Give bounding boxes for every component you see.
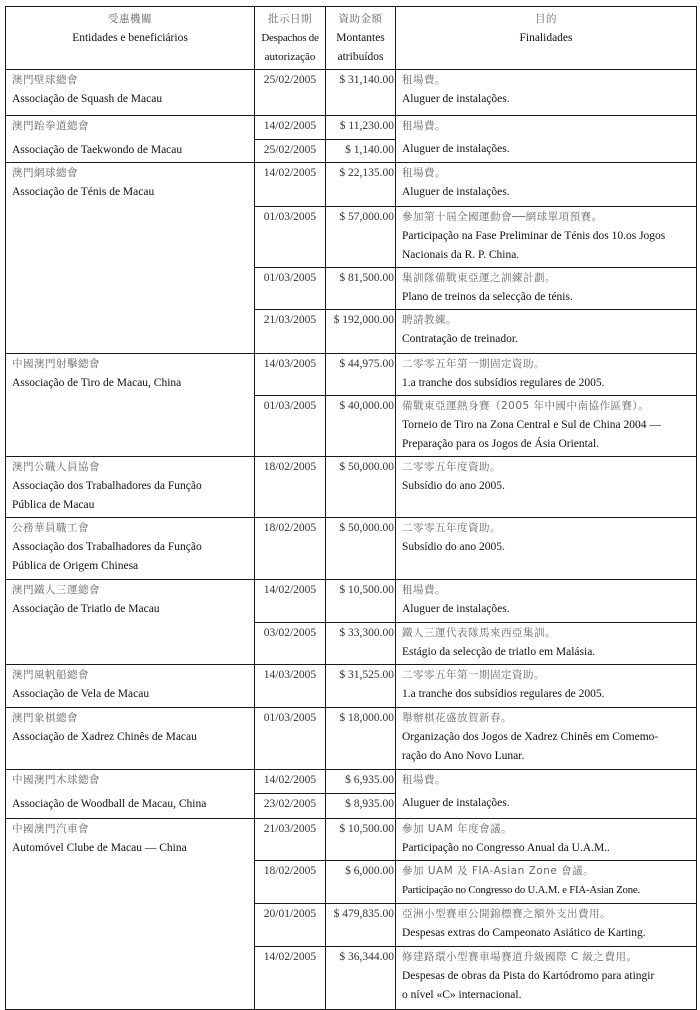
authorization-date: 20/01/2005 bbox=[255, 904, 326, 947]
header-purpose-zh: 目的 bbox=[535, 13, 557, 25]
table-row bbox=[6, 580, 697, 623]
purpose-pt: 1.a tranche dos subsídios regulares de 2005. bbox=[402, 377, 605, 389]
granted-amount: $ 36,344.00 bbox=[326, 947, 396, 1010]
granted-amount: $ 1,140.00 bbox=[326, 140, 396, 163]
entity-name-pt: Associação de Squash de Macau bbox=[12, 93, 163, 105]
purpose-pt: Aluguer de instalações. bbox=[402, 186, 510, 198]
purpose-pt: Participação no Congresso do U.A.M. e FIA-Asian Zone. bbox=[402, 884, 640, 896]
purpose-cell bbox=[396, 665, 697, 708]
granted-amount: $ 44,975.00 bbox=[326, 354, 396, 396]
header-purpose bbox=[396, 7, 697, 70]
authorization-date: 14/02/2005 bbox=[255, 580, 326, 623]
table-row bbox=[6, 457, 697, 518]
table-row bbox=[6, 708, 697, 770]
header-amount-zh: 資助金額 bbox=[338, 13, 383, 25]
purpose-zh: 備戰東亞運熱身賽（2005 年中國中南協作區賽）。 bbox=[402, 400, 650, 412]
granted-amount: $ 11,230.00 bbox=[326, 116, 396, 140]
entity-name-zh: 澳門網球總會 bbox=[12, 167, 78, 179]
header-amount-pt-1: Montantes bbox=[336, 32, 385, 44]
header-entities-zh: 受惠機關 bbox=[108, 13, 152, 25]
authorization-date: 01/03/2005 bbox=[255, 396, 326, 457]
granted-amount: $ 81,500.00 bbox=[326, 268, 396, 310]
purpose-pt: Organização dos Jogos de Xadrez Chinês em Comemo- bbox=[402, 731, 659, 743]
purpose-cell bbox=[396, 708, 697, 770]
table-row bbox=[6, 354, 697, 396]
entity-name-zh: 中國澳門射擊總會 bbox=[12, 358, 100, 370]
entity-name-zh: 中國澳門汽車會 bbox=[12, 823, 89, 835]
table-row bbox=[6, 116, 697, 140]
entity-cell bbox=[6, 457, 255, 518]
purpose-cell bbox=[396, 518, 697, 580]
granted-amount: $ 192,000.00 bbox=[326, 310, 396, 354]
entity-cell bbox=[6, 580, 255, 665]
purpose-pt: Plano de treinos da selecção de ténis. bbox=[402, 291, 573, 303]
purpose-zh: 參加第十屆全國運動會──網球單項預賽。 bbox=[402, 211, 603, 223]
authorization-date: 25/02/2005 bbox=[255, 70, 326, 116]
entity-name-pt: Associação de Xadrez Chinês de Macau bbox=[12, 731, 197, 743]
purpose-cell bbox=[396, 163, 697, 207]
purpose-zh: 二零零五年度資助。 bbox=[402, 461, 501, 473]
purpose-pt: Participação no Congresso Anual da U.A.M.. bbox=[402, 842, 610, 854]
entity-name-pt: Associação dos Trabalhadores da Função bbox=[12, 541, 202, 553]
purpose-zh: 舉辦棋花盛放賀新春。 bbox=[402, 712, 512, 724]
entity-cell bbox=[6, 354, 255, 457]
entity-name-pt: Associação de Triatlo de Macau bbox=[12, 603, 160, 615]
authorization-date: 23/02/2005 bbox=[255, 794, 326, 819]
purpose-cell bbox=[396, 268, 697, 310]
purpose-zh: 租場費。 bbox=[402, 167, 446, 179]
granted-amount: $ 8,935.00 bbox=[326, 794, 396, 819]
entity-name-pt: Associação de Woodball de Macau, China bbox=[12, 798, 207, 810]
purpose-cell bbox=[396, 207, 697, 268]
authorization-date: 14/03/2005 bbox=[255, 354, 326, 396]
entity-name-pt: Associação de Vela de Macau bbox=[12, 688, 150, 700]
table-row bbox=[6, 819, 697, 861]
granted-amount: $ 10,500.00 bbox=[326, 580, 396, 623]
purpose-pt: Estágio da selecção de triatlo em Malásia. bbox=[402, 646, 596, 658]
entity-name-pt: Pública de Origem Chinesa bbox=[12, 560, 139, 572]
header-date-pt-2: autorização bbox=[264, 51, 316, 63]
purpose-pt: Contratação de treinador. bbox=[402, 333, 518, 345]
entity-name-pt: Associação de Tiro de Macau, China bbox=[12, 377, 182, 389]
purpose-pt: Aluguer de instalações. bbox=[402, 93, 510, 105]
authorization-date: 03/02/2005 bbox=[255, 623, 326, 665]
purpose-zh: 亞洲小型賽車公開錦標賽之額外支出費用。 bbox=[402, 908, 611, 920]
granted-amount: $ 22,135.00 bbox=[326, 163, 396, 207]
purpose-zh: 二零零五年第一期固定資助。 bbox=[402, 358, 545, 370]
authorization-date: 14/02/2005 bbox=[255, 947, 326, 1010]
purpose-cell bbox=[396, 580, 697, 623]
authorization-date: 14/02/2005 bbox=[255, 116, 326, 140]
purpose-cell bbox=[396, 947, 697, 1010]
entity-cell bbox=[6, 163, 255, 354]
granted-amount: $ 57,000.00 bbox=[326, 207, 396, 268]
purpose-zh: 租場費。 bbox=[402, 584, 446, 596]
entity-cell bbox=[6, 665, 255, 708]
header-date-pt-1: Despachos de bbox=[261, 32, 319, 44]
entity-name-pt: Associação de Taekwondo de Macau bbox=[12, 144, 183, 156]
purpose-pt: Participação na Fase Preliminar de Ténis dos 10.os Jogos bbox=[402, 230, 666, 242]
authorization-date: 14/03/2005 bbox=[255, 665, 326, 708]
header-date bbox=[255, 7, 326, 70]
granted-amount: $ 40,000.00 bbox=[326, 396, 396, 457]
entity-name-zh: 公務華員職工會 bbox=[12, 522, 89, 534]
subsidies-table bbox=[5, 6, 697, 1010]
entity-cell bbox=[6, 770, 255, 819]
purpose-pt: Aluguer de instalações. bbox=[402, 603, 510, 615]
purpose-zh: 參加 UAM 年度會議。 bbox=[402, 823, 513, 835]
table-row bbox=[6, 770, 697, 794]
authorization-date: 01/03/2005 bbox=[255, 268, 326, 310]
purpose-zh: 二零零五年第一期固定資助。 bbox=[402, 669, 545, 681]
purpose-zh: 租場費。 bbox=[402, 774, 446, 786]
granted-amount: $ 31,525.00 bbox=[326, 665, 396, 708]
purpose-pt: ração do Ano Novo Lunar. bbox=[402, 750, 525, 762]
granted-amount: $ 50,000.00 bbox=[326, 457, 396, 518]
table-body bbox=[6, 70, 697, 1010]
granted-amount: $ 6,935.00 bbox=[326, 770, 396, 794]
purpose-zh: 修建路環小型賽車場賽道升級國際 C 級之費用。 bbox=[402, 951, 638, 963]
authorization-date: 25/02/2005 bbox=[255, 140, 326, 163]
purpose-cell bbox=[396, 70, 697, 116]
entity-name-zh: 澳門跆拳道總會 bbox=[12, 120, 89, 132]
authorization-date: 21/03/2005 bbox=[255, 310, 326, 354]
purpose-zh: 聘請教練。 bbox=[402, 314, 457, 326]
entity-name-zh: 澳門鐵人三運總會 bbox=[12, 584, 100, 596]
entity-name-zh: 澳門風帆船總會 bbox=[12, 669, 89, 681]
purpose-cell bbox=[396, 310, 697, 354]
entity-cell bbox=[6, 116, 255, 163]
authorization-date: 01/03/2005 bbox=[255, 207, 326, 268]
table-header-row bbox=[6, 7, 697, 70]
purpose-zh: 租場費。 bbox=[402, 74, 446, 86]
granted-amount: $ 6,000.00 bbox=[326, 861, 396, 904]
entity-cell bbox=[6, 819, 255, 1010]
authorization-date: 14/02/2005 bbox=[255, 770, 326, 794]
purpose-zh: 參加 UAM 及 FIA-Asian Zone 會議。 bbox=[402, 865, 595, 877]
authorization-date: 21/03/2005 bbox=[255, 819, 326, 861]
entity-name-pt: Associação de Ténis de Macau bbox=[12, 186, 155, 198]
purpose-cell bbox=[396, 116, 697, 163]
entity-cell bbox=[6, 708, 255, 770]
authorization-date: 18/02/2005 bbox=[255, 518, 326, 580]
purpose-pt: 1.a tranche dos subsídios regulares de 2005. bbox=[402, 688, 605, 700]
purpose-pt: Subsídio do ano 2005. bbox=[402, 480, 505, 492]
entity-name-pt: Pública de Macau bbox=[12, 499, 95, 511]
entity-name-pt: Associação dos Trabalhadores da Função bbox=[12, 480, 202, 492]
purpose-pt: Despesas extras do Campeonato Asiático de Karting. bbox=[402, 927, 646, 939]
purpose-pt: o nível «C» internacional. bbox=[402, 989, 522, 1001]
entity-name-zh: 澳門象棋總會 bbox=[12, 712, 78, 724]
purpose-pt: Torneio de Tiro na Zona Central e Sul de China 2004 — bbox=[402, 419, 661, 431]
purpose-cell bbox=[396, 904, 697, 947]
granted-amount: $ 31,140.00 bbox=[326, 70, 396, 116]
purpose-cell bbox=[396, 457, 697, 518]
purpose-cell bbox=[396, 770, 697, 819]
header-amount-pt-2: atribuídos bbox=[337, 51, 384, 63]
purpose-pt: Nacionais da R. P. China. bbox=[402, 249, 520, 261]
header-purpose-pt: Finalidades bbox=[519, 32, 573, 44]
table-row bbox=[6, 665, 697, 708]
granted-amount: $ 10,500.00 bbox=[326, 819, 396, 861]
purpose-cell bbox=[396, 861, 697, 904]
entity-cell bbox=[6, 70, 255, 116]
table-row bbox=[6, 518, 697, 580]
purpose-cell bbox=[396, 623, 697, 665]
subsidies-table-container bbox=[5, 6, 696, 1010]
purpose-cell bbox=[396, 819, 697, 861]
entity-name-zh: 中國澳門木球總會 bbox=[12, 774, 100, 786]
purpose-zh: 租場費。 bbox=[402, 120, 446, 132]
entity-name-zh: 澳門壁球總會 bbox=[12, 74, 78, 86]
header-entities-pt: Entidades e beneficiários bbox=[72, 32, 188, 44]
purpose-pt: Preparação para os Jogos de Ásia Oriental. bbox=[402, 438, 600, 450]
granted-amount: $ 18,000.00 bbox=[326, 708, 396, 770]
authorization-date: 14/02/2005 bbox=[255, 163, 326, 207]
purpose-cell bbox=[396, 354, 697, 396]
entity-name-pt: Automóvel Clube de Macau — China bbox=[12, 842, 187, 854]
entity-cell bbox=[6, 518, 255, 580]
granted-amount: $ 479,835.00 bbox=[326, 904, 396, 947]
granted-amount: $ 50,000.00 bbox=[326, 518, 396, 580]
granted-amount: $ 33,300.00 bbox=[326, 623, 396, 665]
authorization-date: 18/02/2005 bbox=[255, 457, 326, 518]
purpose-pt: Subsídio do ano 2005. bbox=[402, 541, 505, 553]
entity-name-zh: 澳門公職人員協會 bbox=[12, 461, 100, 473]
header-date-zh: 批示日期 bbox=[268, 13, 312, 25]
table-row bbox=[6, 70, 697, 116]
purpose-cell bbox=[396, 396, 697, 457]
purpose-zh: 集訓隊備戰東亞運之訓練計劃。 bbox=[402, 272, 556, 284]
authorization-date: 01/03/2005 bbox=[255, 708, 326, 770]
purpose-zh: 鐵人三運代表隊馬來西亞集訓。 bbox=[402, 627, 556, 639]
purpose-zh: 二零零五年度資助。 bbox=[402, 522, 501, 534]
purpose-pt: Aluguer de instalações. bbox=[402, 143, 510, 155]
authorization-date: 18/02/2005 bbox=[255, 861, 326, 904]
purpose-pt: Aluguer de instalações. bbox=[402, 797, 510, 809]
header-amount bbox=[326, 7, 396, 70]
header-entities bbox=[6, 7, 255, 70]
table-row bbox=[6, 163, 697, 207]
purpose-pt: Despesas de obras da Pista do Kartódromo para atingir bbox=[402, 970, 655, 982]
